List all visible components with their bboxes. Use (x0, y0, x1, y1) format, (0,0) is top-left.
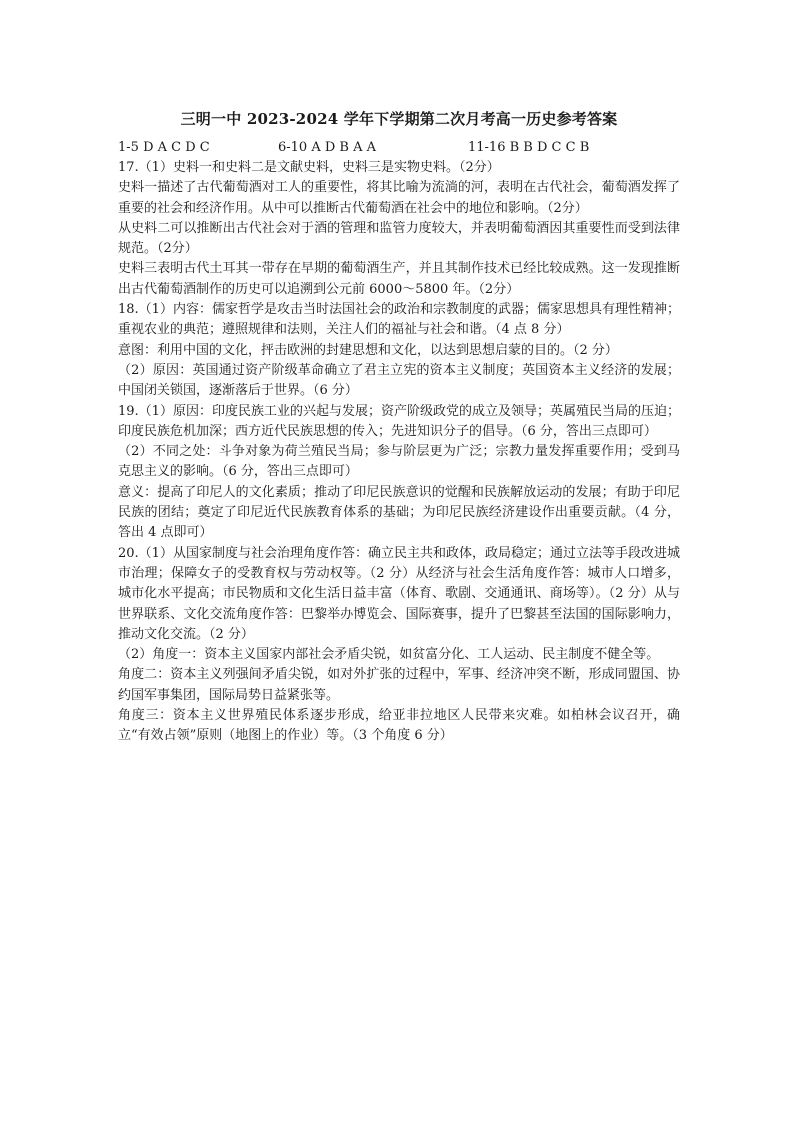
q20-angle1: （2）角度一：资本主义国家内部社会矛盾尖锐，如贫富分化、工人运动、民主制度不健全等。 (118, 647, 660, 663)
answer-body (118, 158, 680, 747)
mc-group-11-16: 11-16 B B D C C B (468, 140, 590, 155)
q19-part2: （2）不同之处：斗争对象为荷兰殖民当局；参与阶层更为广泛；宗教力量发挥重要作用；受到马克思主义的影响。（6 分，答出三点即可） (118, 444, 680, 480)
q19-significance: 意义：提高了印尼人的文化素质；推动了印尼民族意识的觉醒和民族解放运动的发展；有助于印尼民族的团结；奠定了印尼近代民族教育体系的基础；为印尼民族经济建设作出重要贡献。（4 分，答出 4 点即可） (118, 484, 680, 541)
q20-part1: 20.（1）从国家制度与社会治理角度作答：确立民主共和政体，政局稳定；通过立法等手段改进城市治理；保障女子的受教育权与劳动权等。（2 分）从经济与社会生活角度作答：城市人口增多，城市化水平提高；市民物质和文化生活日益丰富（体育、歌剧、交通通讯、商场等）。（2 分）从与世界联系、文化交流角度作答：巴黎举办博览会、国际赛事，提升了巴黎甚至法国的国际影响力，推动文化交流。（2 分） (118, 545, 680, 642)
q18-part1-content: 18.（1）内容：儒家哲学是攻击当时法国社会的政治和宗教制度的武器；儒家思想具有理性精神；重视农业的典范；遵照规律和法则，关注人们的福祉与社会和谐。（4 点 8 分） (118, 302, 680, 338)
q20-angle3: 角度三：资本主义世界殖民体系逐步形成，给亚非拉地区人民带来灾难。如柏林会议召开，确立“有效占领”原则（地图上的作业）等。（3 个角度 6 分） (118, 708, 680, 744)
q18-part1-intent: 意图：利用中国的文化，抨击欧洲的封建思想和文化，以达到思想启蒙的目的。（2 分） (118, 342, 618, 358)
q17-source2: 从史料二可以推断出古代社会对于酒的管理和监管力度较大，并表明葡萄酒因其重要性而受到法律规范。（2分） (118, 220, 680, 257)
q17-source3: 史料三表明古代土耳其一带存在早期的葡萄酒生产，并且其制作技术已经比较成熟。这一发现推断出古代葡萄酒制作的历史可以追溯到公元前 6000～5800 年。（2分） (118, 261, 680, 297)
page-title: 三明一中 2023-2024 学年下学期第二次月考高一历史参考答案 (180, 110, 618, 128)
q17-source1: 史料一描述了古代葡萄酒对工人的重要性，将其比喻为流淌的河，表明在古代社会，葡萄酒发挥了重要的社会和经济作用。从中可以推断古代葡萄酒在社会中的地位和影响。（2分） (118, 180, 680, 216)
q19-part1: 19.（1）原因：印度民族工业的兴起与发展；资产阶级政党的成立及领导；英属殖民当局的压迫；印度民族危机加深；西方近代民族思想的传入；先进知识分子的倡导。（6 分，答出三点即可） (118, 403, 680, 439)
q18-part2: （2）原因：英国通过资产阶级革命确立了君主立宪的资本主义制度；英国资本主义经济的发展；中国闭关锁国，逐渐落后于世界。（6 分） (118, 362, 680, 399)
q20-angle2: 角度二：资本主义列强间矛盾尖锐，如对外扩张的过程中，军事、经济冲突不断，形成同盟国、协约国军事集团，国际局势日益紧张等。 (118, 667, 680, 703)
mc-group-1-5: 1-5 D A C D C (118, 140, 210, 155)
answer-sheet (118, 108, 680, 747)
mc-group-6-10: 6-10 A D B A A (278, 140, 377, 155)
multiple-choice-answers (118, 138, 680, 158)
q17-part1: 17.（1）史料一和史料二是文献史料，史料三是实物史料。（2分） (118, 160, 500, 175)
